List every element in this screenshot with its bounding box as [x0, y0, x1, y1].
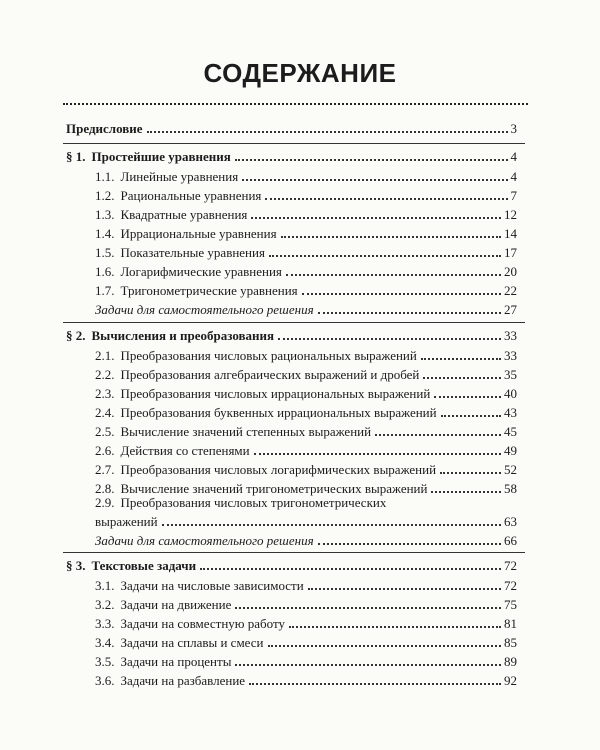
entry-title: Действия со степенями — [120, 443, 250, 458]
dot-leader — [375, 434, 501, 436]
entry-number: 2.2. — [95, 367, 115, 382]
page-number: 92 — [504, 673, 517, 688]
page-number: 4 — [510, 149, 517, 164]
entry-number: 2.9. — [95, 495, 115, 510]
toc-entry-1-5[interactable] — [95, 243, 517, 261]
dot-leader — [308, 588, 501, 590]
entry-number: 2.5. — [95, 424, 115, 439]
entry-number: 3.3. — [95, 616, 115, 631]
dot-leader — [318, 312, 501, 314]
toc-entry-2-5[interactable] — [95, 422, 517, 440]
dot-leader — [251, 217, 501, 219]
entry-number: 3.1. — [95, 578, 115, 593]
entry-title: Задачи на движение — [120, 597, 232, 612]
page-number: 35 — [504, 367, 517, 382]
entry-title: Преобразования числовых логарифмических выражений — [120, 462, 437, 477]
section-divider — [63, 143, 525, 144]
entry-title-line1: Преобразования числовых тригонометрических — [120, 495, 387, 510]
page-number: 45 — [504, 424, 517, 439]
dot-leader — [286, 274, 501, 276]
toc-entry-2-3[interactable] — [95, 384, 517, 402]
entry-number: 1.7. — [95, 283, 115, 298]
entry-title: Задачи на сплавы и смеси — [120, 635, 264, 650]
dot-leader — [242, 179, 507, 181]
toc-entry-3-3[interactable] — [95, 614, 517, 632]
dot-leader — [162, 524, 501, 526]
page-title: СОДЕРЖАНИЕ — [203, 58, 397, 88]
toc-entry-2-4[interactable] — [95, 403, 517, 421]
toc-entry-1-7[interactable] — [95, 281, 517, 299]
toc-entry-2-2[interactable] — [95, 365, 517, 383]
entry-label: Предисловие — [66, 121, 143, 136]
dot-leader — [289, 626, 501, 628]
toc-entry-preface[interactable] — [66, 119, 517, 137]
entry-title: Преобразования алгебраических выражений и дробей — [120, 367, 420, 382]
toc-entry-3-6[interactable] — [95, 671, 517, 689]
page-number: 4 — [510, 169, 517, 184]
entry-number: 3.4. — [95, 635, 115, 650]
page-number: 27 — [504, 302, 517, 317]
page-number: 17 — [504, 245, 517, 260]
entry-number: 1.1. — [95, 169, 115, 184]
entry-title: Показательные уравнения — [120, 245, 265, 260]
page-number: 66 — [504, 533, 517, 548]
toc-entry-2-9[interactable] — [95, 512, 517, 530]
entry-title: Преобразования числовых иррациональных выражений — [120, 386, 431, 401]
section-title: Простейшие уравнения — [91, 149, 231, 164]
title-dotted-rule — [63, 103, 528, 105]
toc-entry-1-1[interactable] — [95, 167, 517, 185]
page-number: 72 — [504, 578, 517, 593]
page-number: 85 — [504, 635, 517, 650]
dot-leader — [268, 645, 502, 647]
toc-entry-tasks-2[interactable] — [95, 531, 517, 549]
entry-number: 3.6. — [95, 673, 115, 688]
entry-title: Задачи для самостоятельного решения — [95, 533, 314, 548]
toc-entry-2-6[interactable] — [95, 441, 517, 459]
entry-title: Задачи на совместную работу — [120, 616, 285, 631]
toc-entry-3-4[interactable] — [95, 633, 517, 651]
section-divider — [63, 322, 525, 323]
entry-number: 2.7. — [95, 462, 115, 477]
entry-number: 3.2. — [95, 597, 115, 612]
dot-leader — [431, 491, 501, 493]
dot-leader — [302, 293, 501, 295]
dot-leader — [249, 683, 501, 685]
entry-title: Вычисление значений тригонометрических выражений — [120, 481, 428, 496]
section-number: § 2. — [66, 328, 86, 343]
page-number: 33 — [504, 348, 517, 363]
page-number: 7 — [510, 188, 517, 203]
entry-number: 1.3. — [95, 207, 115, 222]
page-number: 3 — [510, 121, 517, 136]
page-number: 81 — [504, 616, 517, 631]
entry-title: Задачи на разбавление — [120, 673, 246, 688]
page-number: 52 — [504, 462, 517, 477]
page-number: 75 — [504, 597, 517, 612]
entry-title: Тригонометрические уравнения — [120, 283, 298, 298]
entry-number: 3.5. — [95, 654, 115, 669]
entry-title: Линейные уравнения — [120, 169, 239, 184]
entry-title: Рациональные уравнения — [120, 188, 262, 203]
toc-section-2[interactable] — [66, 326, 517, 344]
dot-leader — [434, 396, 501, 398]
page-number: 58 — [504, 481, 517, 496]
toc-entry-1-4[interactable] — [95, 224, 517, 242]
entry-number: 1.5. — [95, 245, 115, 260]
toc-entry-3-5[interactable] — [95, 652, 517, 670]
toc-entry-tasks-1[interactable] — [95, 300, 517, 318]
dot-leader — [278, 338, 501, 340]
dot-leader — [441, 415, 501, 417]
entry-number: 2.1. — [95, 348, 115, 363]
page-number: 89 — [504, 654, 517, 669]
page-number: 33 — [504, 328, 517, 343]
entry-title: Преобразования числовых рациональных выражений — [120, 348, 417, 363]
dot-leader — [281, 236, 501, 238]
dot-leader — [235, 607, 501, 609]
page-number: 40 — [504, 386, 517, 401]
section-number: § 3. — [66, 558, 86, 573]
entry-number: 1.2. — [95, 188, 115, 203]
toc-entry-3-1[interactable] — [95, 576, 517, 594]
toc-section-1[interactable] — [66, 147, 517, 165]
dot-leader — [440, 472, 501, 474]
toc-entry-1-6[interactable] — [95, 262, 517, 280]
entry-title: выражений — [95, 514, 158, 529]
entry-number: 1.6. — [95, 264, 115, 279]
page-number: 63 — [504, 514, 517, 529]
entry-title: Преобразования буквенных иррациональных выражений — [120, 405, 437, 420]
page-number: 43 — [504, 405, 517, 420]
dot-leader — [200, 568, 501, 570]
page-number: 72 — [504, 558, 517, 573]
section-title: Текстовые задачи — [91, 558, 197, 573]
dot-leader — [318, 543, 501, 545]
toc-entry-2-9-line1[interactable] — [95, 495, 386, 513]
page-number: 12 — [504, 207, 517, 222]
toc-entry-2-7[interactable] — [95, 460, 517, 478]
entry-number: 2.8. — [95, 481, 115, 496]
entry-title: Задачи на проценты — [120, 654, 232, 669]
entry-title: Логарифмические уравнения — [120, 264, 282, 279]
entry-title: Задачи на числовые зависимости — [120, 578, 304, 593]
entry-title: Иррациональные уравнения — [120, 226, 277, 241]
entry-number: 2.3. — [95, 386, 115, 401]
entry-number: 2.4. — [95, 405, 115, 420]
entry-number: 2.6. — [95, 443, 115, 458]
dot-leader — [265, 198, 507, 200]
dot-leader — [423, 377, 501, 379]
dot-leader — [421, 358, 501, 360]
dot-leader — [254, 453, 501, 455]
section-divider — [63, 552, 525, 553]
toc-entry-1-3[interactable] — [95, 205, 517, 223]
section-title: Вычисления и преобразования — [91, 328, 275, 343]
entry-title: Вычисление значений степенных выражений — [120, 424, 372, 439]
section-number: § 1. — [66, 149, 86, 164]
page-number: 20 — [504, 264, 517, 279]
toc-entry-3-2[interactable] — [95, 595, 517, 613]
dot-leader — [235, 159, 508, 161]
entry-title: Задачи для самостоятельного решения — [95, 302, 314, 317]
toc-section-3[interactable] — [66, 556, 517, 574]
toc-entry-1-2[interactable] — [95, 186, 517, 204]
toc-entry-2-1[interactable] — [95, 346, 517, 364]
page-number: 14 — [504, 226, 517, 241]
dot-leader — [269, 255, 501, 257]
dot-leader — [147, 131, 508, 133]
entry-title: Квадратные уравнения — [120, 207, 248, 222]
dot-leader — [235, 664, 501, 666]
page-number: 49 — [504, 443, 517, 458]
page-number: 22 — [504, 283, 517, 298]
entry-number: 1.4. — [95, 226, 115, 241]
